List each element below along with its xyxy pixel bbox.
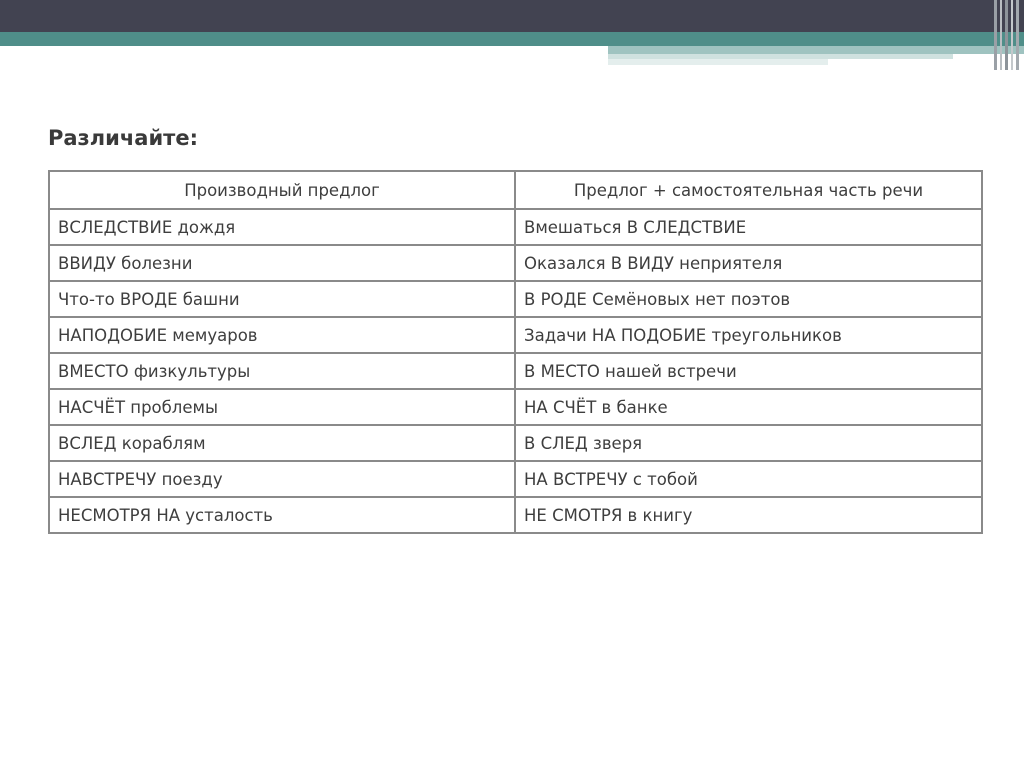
table-cell: НЕСМОТРЯ НА усталость [49, 497, 515, 533]
table-cell: В РОДЕ Семёновых нет поэтов [515, 281, 982, 317]
table-cell: ВМЕСТО физкультуры [49, 353, 515, 389]
prepositions-table [48, 170, 983, 534]
slide-title: Различайте: [48, 126, 198, 150]
table-cell: Что-то ВРОДЕ башни [49, 281, 515, 317]
header-band-teal-faint [608, 59, 828, 65]
table-row [49, 425, 982, 461]
header-vertical-stripes [994, 0, 1024, 70]
table-row [49, 317, 982, 353]
column-header-derived-preposition: Производный предлог [49, 171, 515, 209]
table-cell: ВСЛЕД кораблям [49, 425, 515, 461]
table-cell: ВСЛЕДСТВИЕ дождя [49, 209, 515, 245]
table-cell: Задачи НА ПОДОБИЕ треугольников [515, 317, 982, 353]
table-cell: ВВИДУ болезни [49, 245, 515, 281]
table-row [49, 461, 982, 497]
table-cell: Оказался В ВИДУ неприятеля [515, 245, 982, 281]
header-band-teal-light [608, 46, 1024, 54]
table-row [49, 353, 982, 389]
table-cell: НЕ СМОТРЯ в книгу [515, 497, 982, 533]
table-row [49, 497, 982, 533]
table-cell: НА СЧЁТ в банке [515, 389, 982, 425]
table-cell: НАПОДОБИЕ мемуаров [49, 317, 515, 353]
table-row [49, 389, 982, 425]
table-row [49, 245, 982, 281]
header-band-dark [0, 0, 1024, 32]
table-cell: НАСЧЁТ проблемы [49, 389, 515, 425]
column-header-preposition-plus-part-of-speech: Предлог + самостоятельная часть речи [515, 171, 982, 209]
table-cell: В СЛЕД зверя [515, 425, 982, 461]
table-cell: НАВСТРЕЧУ поезду [49, 461, 515, 497]
table-row [49, 209, 982, 245]
header-band-teal [0, 32, 1024, 46]
table-cell: Вмешаться В СЛЕДСТВИЕ [515, 209, 982, 245]
table-row [49, 281, 982, 317]
table-header-row [49, 171, 982, 209]
table-cell: В МЕСТО нашей встречи [515, 353, 982, 389]
table-cell: НА ВСТРЕЧУ с тобой [515, 461, 982, 497]
